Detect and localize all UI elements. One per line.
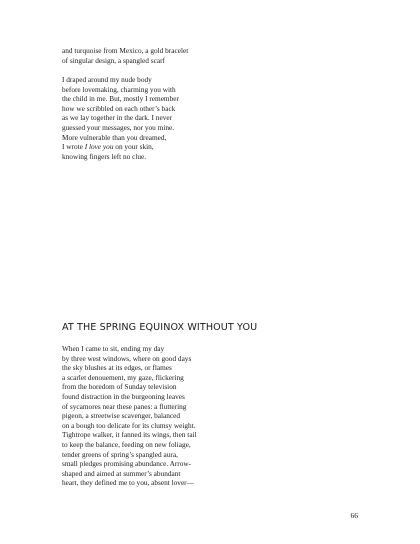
poem-line: on a bough too delicate for its clumsy weight. xyxy=(62,420,196,430)
poem-title: AT THE SPRING EQUINOX WITHOUT YOU xyxy=(62,322,258,333)
poem-line: Tightrope walker, it fanned its wings, then tail xyxy=(62,430,197,440)
poem-line: More vulnerable than you dreamed, xyxy=(62,132,167,142)
poem-line-part: I wrote xyxy=(62,142,85,152)
poem-line: the sky blushes at its edges, or flames xyxy=(62,363,172,373)
poem-line: and turquoise from Mexico, a gold bracelet xyxy=(62,46,189,55)
poem-line: found distraction in the burgeoning leaves xyxy=(62,391,185,401)
poem-line: I draped around my nude body xyxy=(62,75,152,84)
poem-line: of singular design, a spangled scarf xyxy=(62,55,165,65)
poem-line: heart, they defined me to you, absent lover— xyxy=(62,478,194,488)
poem-line-part: on your skin, xyxy=(113,142,154,152)
poem-stanza xyxy=(62,75,179,161)
poem-line: small pledges promising abundance. Arrow- xyxy=(62,459,192,469)
poem-line: how we scribbled on each other’s back xyxy=(62,103,176,113)
poem-line: of sycamores near these panes: a fluttering xyxy=(62,401,187,411)
poem-line: pigeon, a streetwise scavenger, balanced xyxy=(62,411,181,421)
poem-line: before lovemaking, charming you with xyxy=(62,84,176,94)
poem-line: a scarlet denouement, my gaze, flickering xyxy=(62,372,184,382)
poem-stanza-continued xyxy=(62,46,188,65)
poem-line: as we lay together in the dark. I never xyxy=(62,113,173,123)
poem-line: the child in me. But, mostly I remember xyxy=(62,94,179,104)
poem-line: guessed your messages, nor you mine. xyxy=(62,122,175,132)
poem-line: When I came to sit, ending my day xyxy=(62,344,165,353)
page-number: 66 xyxy=(350,511,358,520)
poem-line-i-wrote xyxy=(62,142,179,152)
poem-body xyxy=(62,344,197,488)
poem-line: to keep the balance, feeding on new foliage, xyxy=(62,439,191,449)
poem-line-italic: I love you xyxy=(84,142,114,152)
poem-line: tender greens of spring’s spangled aura, xyxy=(62,449,178,459)
poem-line: by three west windows, where on good days xyxy=(62,353,192,363)
poem-line: from the boredom of Sunday television xyxy=(62,382,177,392)
poem-line: knowing fingers left no clue. xyxy=(62,151,147,161)
poem-line: shaped and aimed at summer’s abundant xyxy=(62,468,181,478)
